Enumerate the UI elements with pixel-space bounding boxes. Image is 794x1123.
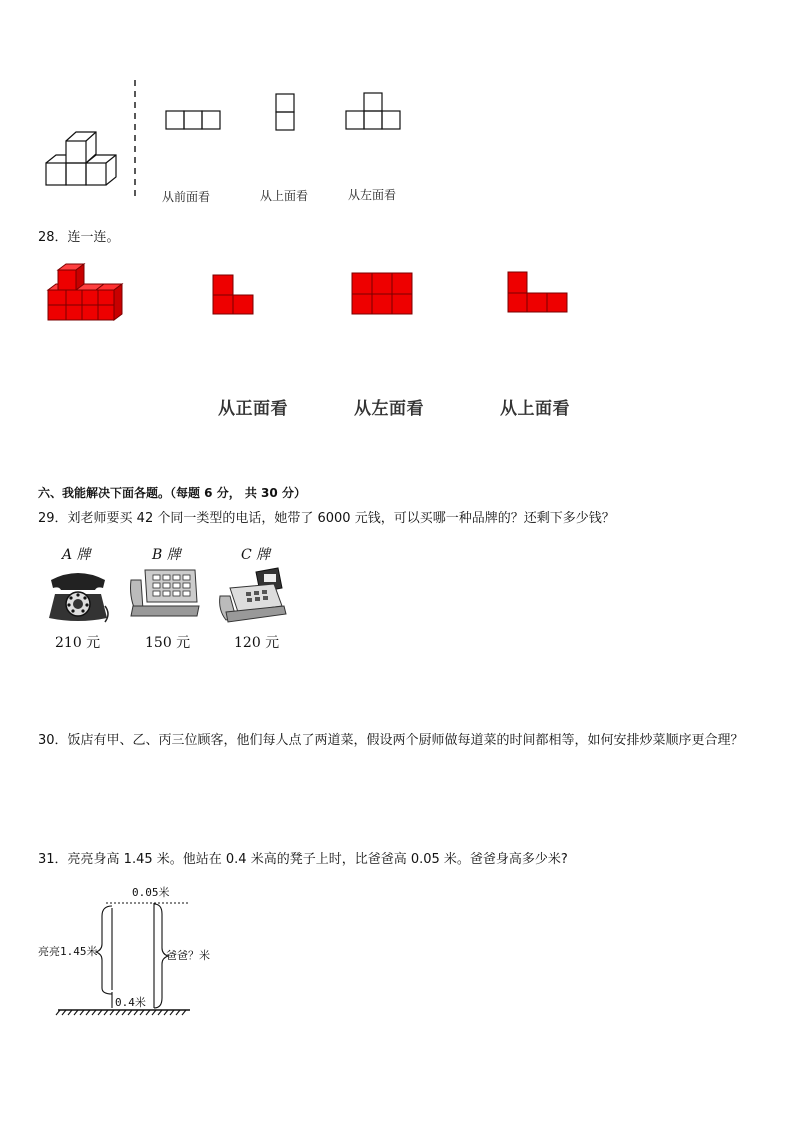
q28-red-cube-figure — [44, 262, 128, 324]
q28-prompt: 28．连一连。 — [38, 230, 120, 245]
q27-view-label-top: 从上面看 — [260, 189, 309, 203]
q29-price-a: 210 元 — [55, 635, 101, 651]
q28-view-label-front: 从正面看 — [218, 399, 288, 419]
rotary-phone-icon — [45, 566, 111, 624]
q27-view-label-left: 从左面看 — [348, 188, 397, 202]
q31-label-top: 0.05米 — [132, 886, 170, 899]
q31-diagram — [30, 880, 230, 1020]
q30-prompt: 30．饭店有甲、乙、丙三位顾客，他们每人点了两道菜，假设两个厨师做每道菜的时间都相等，如何安排炒菜顺序更合理？ — [38, 733, 744, 748]
q29-prompt: 29．刘老师要买 42 个同一类型的电话，她带了 6000 元钱，可以买哪一种品牌的？还剩下多少钱？ — [38, 511, 615, 526]
q27-front-view-grid — [165, 110, 223, 132]
q28-view-shape-l-small — [212, 274, 256, 316]
q31-prompt: 31．亮亮身高 1.45 米。他站在 0.4 米高的凳子上时，比爸爸高 0.05 米。爸爸身高多少米? — [38, 852, 568, 867]
q29-brand-b: B 牌 — [152, 547, 181, 563]
section-title: 六、我能解决下面各题。（每题 6 分， 共 30 分） — [38, 486, 306, 500]
q27-view-label-front: 从前面看 — [162, 190, 211, 204]
q31-label-stool: 0.4米 — [115, 996, 146, 1009]
office-phone-icon — [216, 566, 288, 624]
q31-label-liang: 亮亮1.45米 — [38, 945, 98, 958]
q27-cube-figure — [40, 125, 130, 190]
q28-view-label-top: 从上面看 — [500, 399, 570, 419]
q28-view-shape-rect — [351, 272, 413, 316]
q28-view-shape-l-wide — [507, 271, 569, 315]
q27-left-view-grid — [345, 92, 405, 132]
q29-price-b: 150 元 — [145, 635, 191, 651]
keypad-phone-icon — [127, 566, 199, 622]
q29-brand-a: A 牌 — [62, 547, 91, 563]
q27-top-view-grid — [275, 93, 297, 133]
q31-label-dad: 爸爸？米 — [166, 949, 210, 962]
q29-brand-c: C 牌 — [241, 547, 271, 563]
q29-price-c: 120 元 — [234, 635, 280, 651]
q28-view-label-left: 从左面看 — [354, 399, 424, 419]
q27-dashed-divider — [133, 80, 137, 200]
